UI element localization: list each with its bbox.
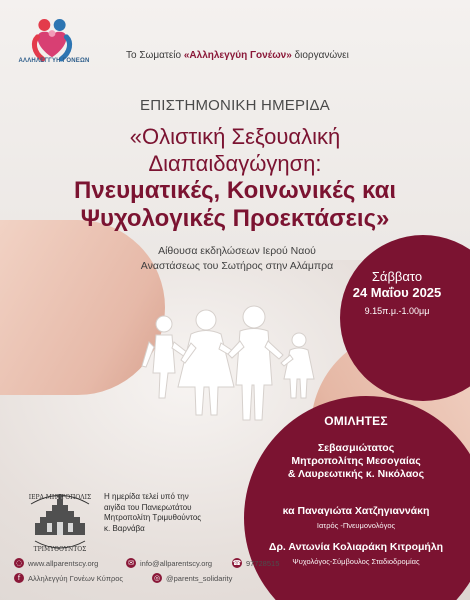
organizer-statement (126, 50, 446, 61)
facebook-icon: f (14, 573, 24, 583)
website-text: www.allparentscy.org (28, 558, 99, 568)
speaker-2 (244, 505, 468, 531)
speaker-1-line-1: Σεβασμιώτατος (317, 442, 395, 454)
date-text (340, 269, 454, 319)
event-kicker: ΕΠΙΣΤΗΜΟΝΙΚΗ ΗΜΕΡΙΔΑ (140, 97, 330, 114)
instagram-text: @parents_solidarity (166, 573, 233, 583)
event-title-line-1: «Ολιστική Σεξουαλική (129, 124, 341, 149)
email-icon: ✉ (126, 558, 136, 568)
speaker-3-name: Δρ. Αντωνία Κολιαράκη Κιτρομήλη (268, 541, 444, 553)
phone-text: 97728515 (246, 558, 280, 568)
patronage-text (104, 492, 224, 534)
organization-name: ΑΛΛΗΛΕΓΓΥΗ ΓΟΝΕΩΝ (18, 58, 90, 64)
event-time: 9.15π.μ.-1.00μμ (364, 306, 430, 316)
globe-icon: ◌ (15, 559, 23, 567)
patronage-line-3: Μητροπολίτη Τριμυθούντος (104, 513, 202, 522)
event-venue (96, 244, 378, 274)
event-title-line-4: Ψυχολογικές Προεκτάσεις» (80, 205, 390, 232)
event-title-line-3: Πνευματικές, Κοινωνικές και (74, 177, 396, 204)
crest-bottom-text: ΤΡΙΜΥΘΟΥΝΤΟΣ (33, 546, 87, 553)
instagram-link[interactable] (152, 573, 232, 583)
contact-footer (14, 558, 456, 590)
patronage-line-2: αιγίδα του Πανιερωτάτου (104, 502, 192, 512)
speaker-3-role: Ψυχολόγος-Σύμβουλος Σταδιοδρομίας (292, 557, 420, 566)
organizer-prefix: Το Σωματείο (126, 50, 184, 61)
phone-link[interactable] (232, 558, 279, 568)
speaker-1 (244, 442, 468, 481)
speaker-1-line-3: & Λαυρεωτικής κ. Νικόλαος (287, 468, 425, 480)
event-title-line-2: Διαπαιδαγώγηση: (148, 151, 322, 176)
speaker-2-name: κα Παναγιώτα Χατζηγιαννάκη (282, 505, 430, 517)
contact-row-1 (14, 558, 456, 570)
speaker-2-role: Ιατρός -Πνευμονολόγος (316, 521, 396, 530)
event-title (62, 123, 408, 233)
venue-line-1: Αίθουσα εκδηλώσεων Ιερού Ναού (158, 245, 316, 257)
event-day: Σάββατο (371, 269, 423, 284)
paper-family-cutout (136, 297, 326, 429)
metropolis-crest (22, 485, 98, 559)
phone-icon: ☎ (232, 559, 242, 567)
email-text: info@allparentscy.org (140, 558, 213, 568)
venue-line-2: Αναστάσεως του Σωτήρος στην Αλάμπρα (140, 260, 334, 272)
instagram-icon: ◎ (153, 574, 161, 582)
organizer-name: «Αλληλεγγύη Γονέων» (183, 50, 292, 61)
patronage-line-1: Η ημερίδα τελεί υπό την (104, 492, 189, 501)
contact-row-2 (14, 573, 456, 585)
event-date: 24 Μαΐου 2025 (352, 285, 442, 300)
facebook-link[interactable] (14, 573, 123, 583)
website-link[interactable] (14, 558, 98, 568)
email-link[interactable] (126, 558, 212, 568)
speaker-1-line-2: Μητροπολίτης Μεσογαίας (291, 455, 421, 467)
patronage-line-4: κ. Βαρνάβα (104, 523, 145, 533)
facebook-text: Αλληλεγγύη Γονέων Κύπρος (28, 573, 124, 583)
organizer-suffix: διοργανώνει (291, 50, 349, 61)
speakers-title: ΟΜΙΛΗΤΕΣ (324, 414, 388, 428)
crest-top-text: ΙΕΡΑ ΜΗΤΡΟΠΟΛΙΣ (28, 494, 92, 501)
